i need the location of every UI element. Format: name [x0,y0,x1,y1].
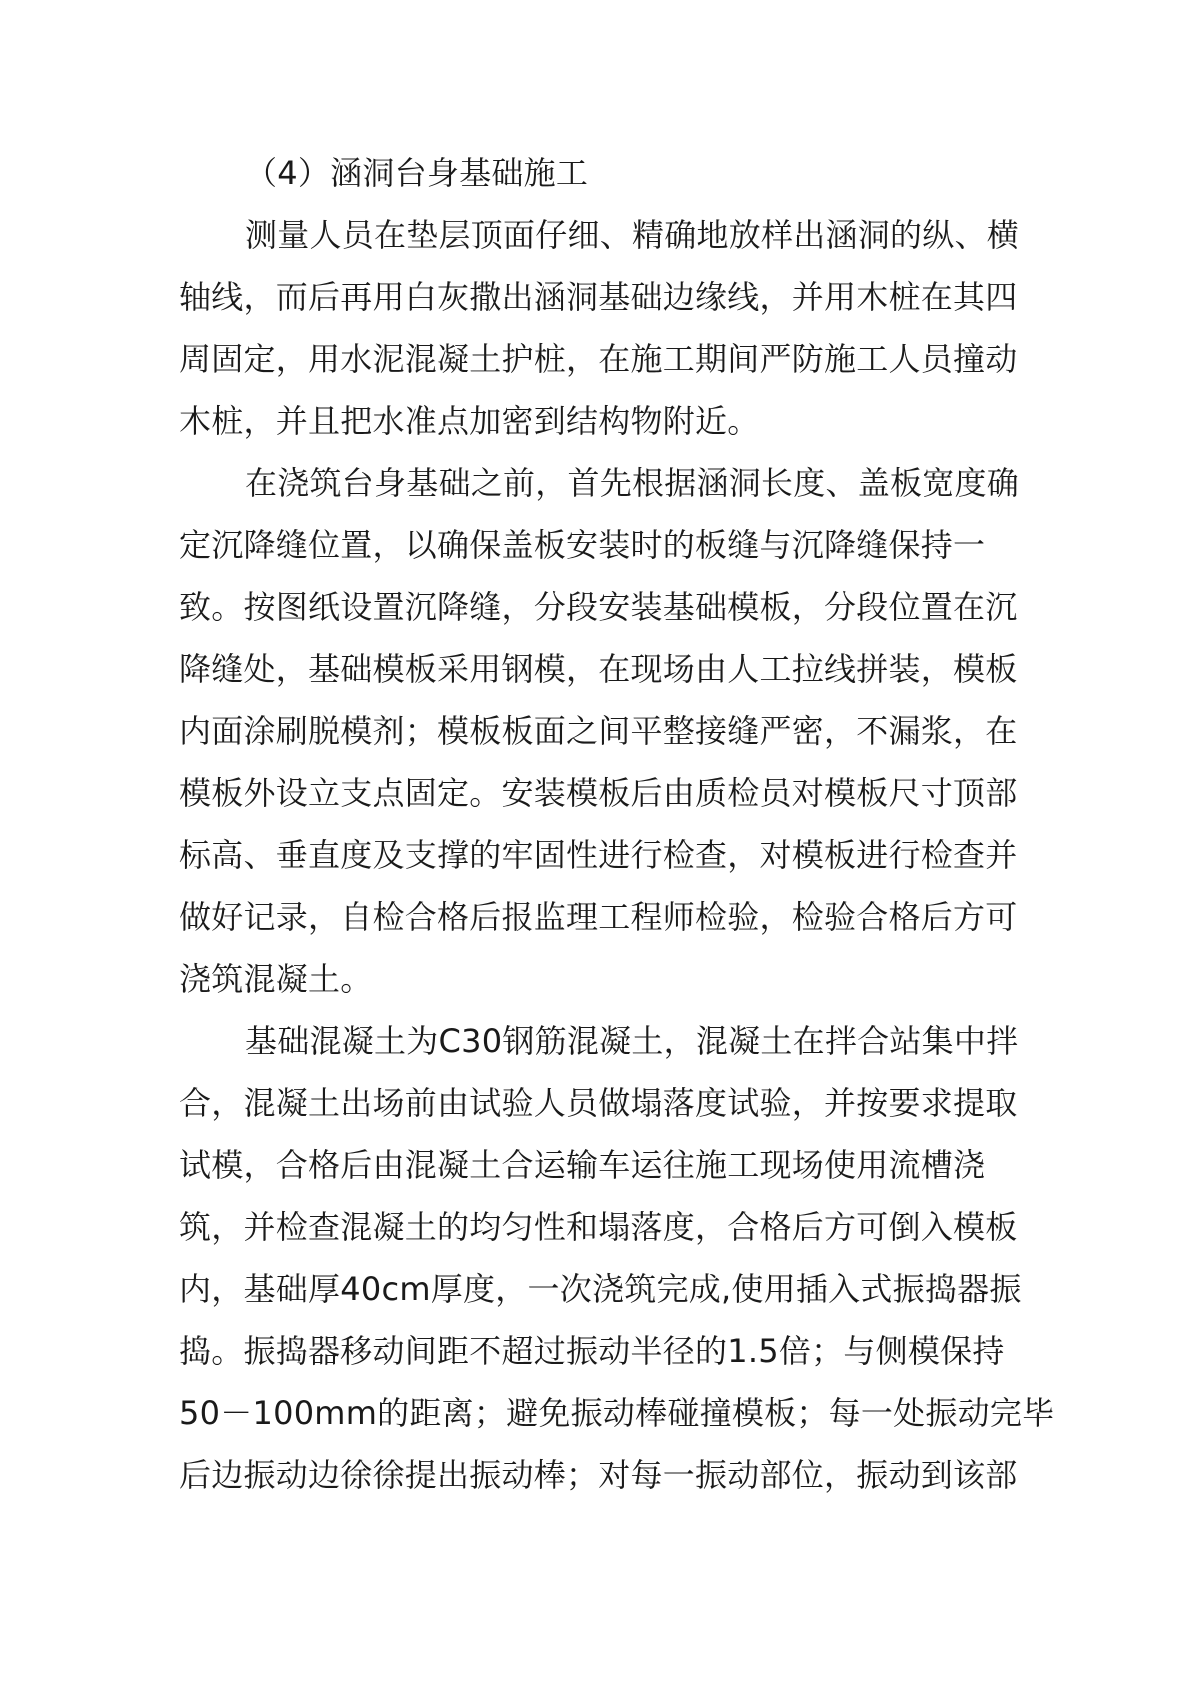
section-heading: （4）涵洞台身基础施工 [245,154,589,192]
paragraph-2-line-7: 标高、垂直度及支撑的牢固性进行检查，对模板进行检查并 [179,836,1018,874]
paragraph-2-line-9: 浇筑混凝土。 [179,960,373,998]
paragraph-2-line-8: 做好记录，自检合格后报监理工程师检验，检验合格后方可 [179,898,1018,936]
paragraph-1-line-1: 测量人员在垫层顶面仔细、精确地放样出涵洞的纵、横 [245,216,1020,254]
paragraph-2-line-5: 内面涂刷脱模剂；模板板面之间平整接缝严密，不漏浆，在 [179,712,1018,750]
paragraph-3-line-7: 50－100mm的距离；避免振动棒碰撞模板；每一处振动完毕 [179,1394,1055,1432]
paragraph-3-line-2: 合，混凝土出场前由试验人员做塌落度试验，并按要求提取 [179,1084,1018,1122]
paragraph-1-line-3: 周固定，用水泥混凝土护桩，在施工期间严防施工人员撞动 [179,340,1018,378]
paragraph-2-line-1: 在浇筑台身基础之前，首先根据涵洞长度、盖板宽度确 [245,464,1020,502]
paragraph-3-line-1: 基础混凝土为C30钢筋混凝土，混凝土在拌合站集中拌 [245,1022,1019,1060]
paragraph-2-line-4: 降缝处，基础模板采用钢模，在现场由人工拉线拼装，模板 [179,650,1018,688]
paragraph-3-line-4: 筑，并检查混凝土的均匀性和塌落度，合格后方可倒入模板 [179,1208,1018,1246]
paragraph-3-line-8: 后边振动边徐徐提出振动棒；对每一振动部位，振动到该部 [179,1456,1018,1494]
paragraph-3-line-6: 捣。振捣器移动间距不超过振动半径的1.5倍；与侧模保持 [179,1332,1005,1370]
paragraph-2-line-3: 致。按图纸设置沉降缝，分段安装基础模板，分段位置在沉 [179,588,1018,626]
paragraph-1-line-4: 木桩，并且把水准点加密到结构物附近。 [179,402,760,440]
paragraph-2-line-6: 模板外设立支点固定。安装模板后由质检员对模板尺寸顶部 [179,774,1018,812]
paragraph-2-line-2: 定沉降缝位置，以确保盖板安装时的板缝与沉降缝保持一 [179,526,986,564]
paragraph-3-line-3: 试模，合格后由混凝土合运输车运往施工现场使用流槽浇 [179,1146,986,1184]
paragraph-1-line-2: 轴线，而后再用白灰撒出涵洞基础边缘线，并用木桩在其四 [179,278,1018,316]
paragraph-3-line-5: 内，基础厚40cm厚度，一次浇筑完成,使用插入式振捣器振 [179,1270,1022,1308]
